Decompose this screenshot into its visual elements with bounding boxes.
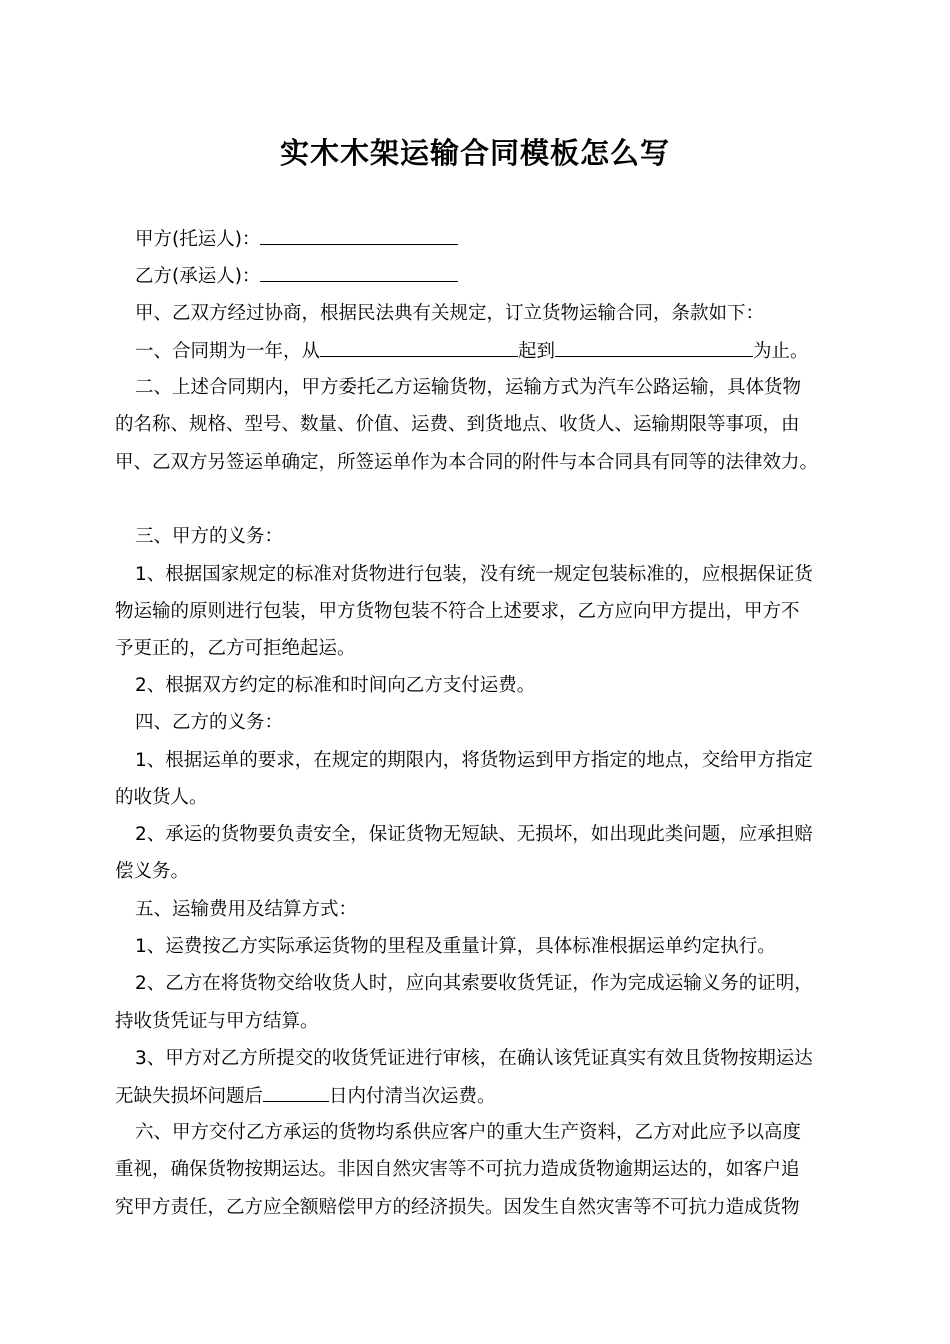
term-start-blank — [320, 338, 518, 357]
party-a-label: 甲方(托运人)： — [135, 229, 261, 250]
section-4-item-1-line-1: 1、根据运单的要求，在规定的期限内，将货物运到甲方指定的地点，交给甲方指定 — [135, 750, 813, 771]
section-3-item-1-line-3: 予更正的，乙方可拒绝起运。 — [115, 638, 356, 659]
term-prefix: 一、合同期为一年，从 — [135, 341, 321, 362]
section-4-item-2-line-2: 偿义务。 — [115, 861, 190, 882]
section-5-item-1: 1、运费按乙方实际承运货物的里程及重量计算，具体标准根据运单约定执行。 — [135, 936, 776, 957]
section-5-heading: 五、运输费用及结算方式： — [135, 899, 358, 920]
party-a-blank — [260, 226, 458, 245]
party-a-line — [135, 226, 458, 253]
section-6-line-1: 六、甲方交付乙方承运的货物均系供应客户的重大生产资料，乙方对此应予以高度 — [135, 1122, 802, 1143]
party-b-line — [135, 263, 458, 290]
payment-prefix: 无缺失损坏问题后 — [115, 1086, 264, 1107]
section-5-item-2-line-1: 2、乙方在将货物交给收货人时，应向其索要收货凭证，作为完成运输义务的证明， — [135, 973, 813, 994]
section-3-item-1-line-2: 物运输的原则进行包装，甲方货物包装不符合上述要求，乙方应向甲方提出，甲方不 — [115, 601, 800, 622]
term-end-blank — [555, 338, 753, 357]
term-suffix: 为止。 — [753, 341, 809, 362]
section-4-item-1-line-2: 的收货人。 — [115, 787, 208, 808]
section-4-heading: 四、乙方的义务： — [135, 712, 284, 733]
term-middle: 起到 — [518, 341, 556, 362]
intro-paragraph: 甲、乙双方经过协商，根据民法典有关规定，订立货物运输合同，条款如下： — [135, 303, 765, 324]
section-3-item-2: 2、根据双方约定的标准和时间向乙方支付运费。 — [135, 675, 536, 696]
clause-2-line-3: 甲、乙双方另签运单确定，所签运单作为本合同的附件与本合同具有同等的法律效力。 — [115, 452, 819, 473]
section-6-line-3: 究甲方责任，乙方应全额赔偿甲方的经济损失。因发生自然灾害等不可抗力造成货物 — [115, 1197, 800, 1218]
party-b-blank — [260, 263, 458, 282]
section-5-item-2-line-2: 持收货凭证与甲方结算。 — [115, 1011, 319, 1032]
section-6-line-2: 重视，确保货物按期运达。非因自然灾害等不可抗力造成货物逾期运达的，如客户追 — [115, 1159, 800, 1180]
document-title: 实木木架运输合同模板怎么写 — [279, 136, 670, 170]
clause-2-line-1: 二、上述合同期内，甲方委托乙方运输货物，运输方式为汽车公路运输，具体货物 — [135, 377, 802, 398]
clause-2-line-2: 的名称、规格、型号、数量、价值、运费、到货地点、收货人、运输期限等事项，由 — [115, 414, 800, 435]
payment-suffix: 日内付清当次运费。 — [329, 1086, 496, 1107]
section-5-item-3-line-2 — [115, 1083, 496, 1110]
contract-term-line — [135, 338, 809, 365]
section-5-item-3-line-1: 3、甲方对乙方所提交的收货凭证进行审核，在确认该凭证真实有效且货物按期运达 — [135, 1048, 813, 1069]
party-b-label: 乙方(承运人)： — [135, 266, 261, 287]
section-3-item-1-line-1: 1、根据国家规定的标准对货物进行包装，没有统一规定包装标准的，应根据保证货 — [135, 564, 813, 585]
section-3-heading: 三、甲方的义务： — [135, 526, 284, 547]
section-4-item-2-line-1: 2、承运的货物要负责安全，保证货物无短缺、无损坏，如出现此类问题，应承担赔 — [135, 824, 813, 845]
payment-days-blank — [263, 1083, 329, 1102]
